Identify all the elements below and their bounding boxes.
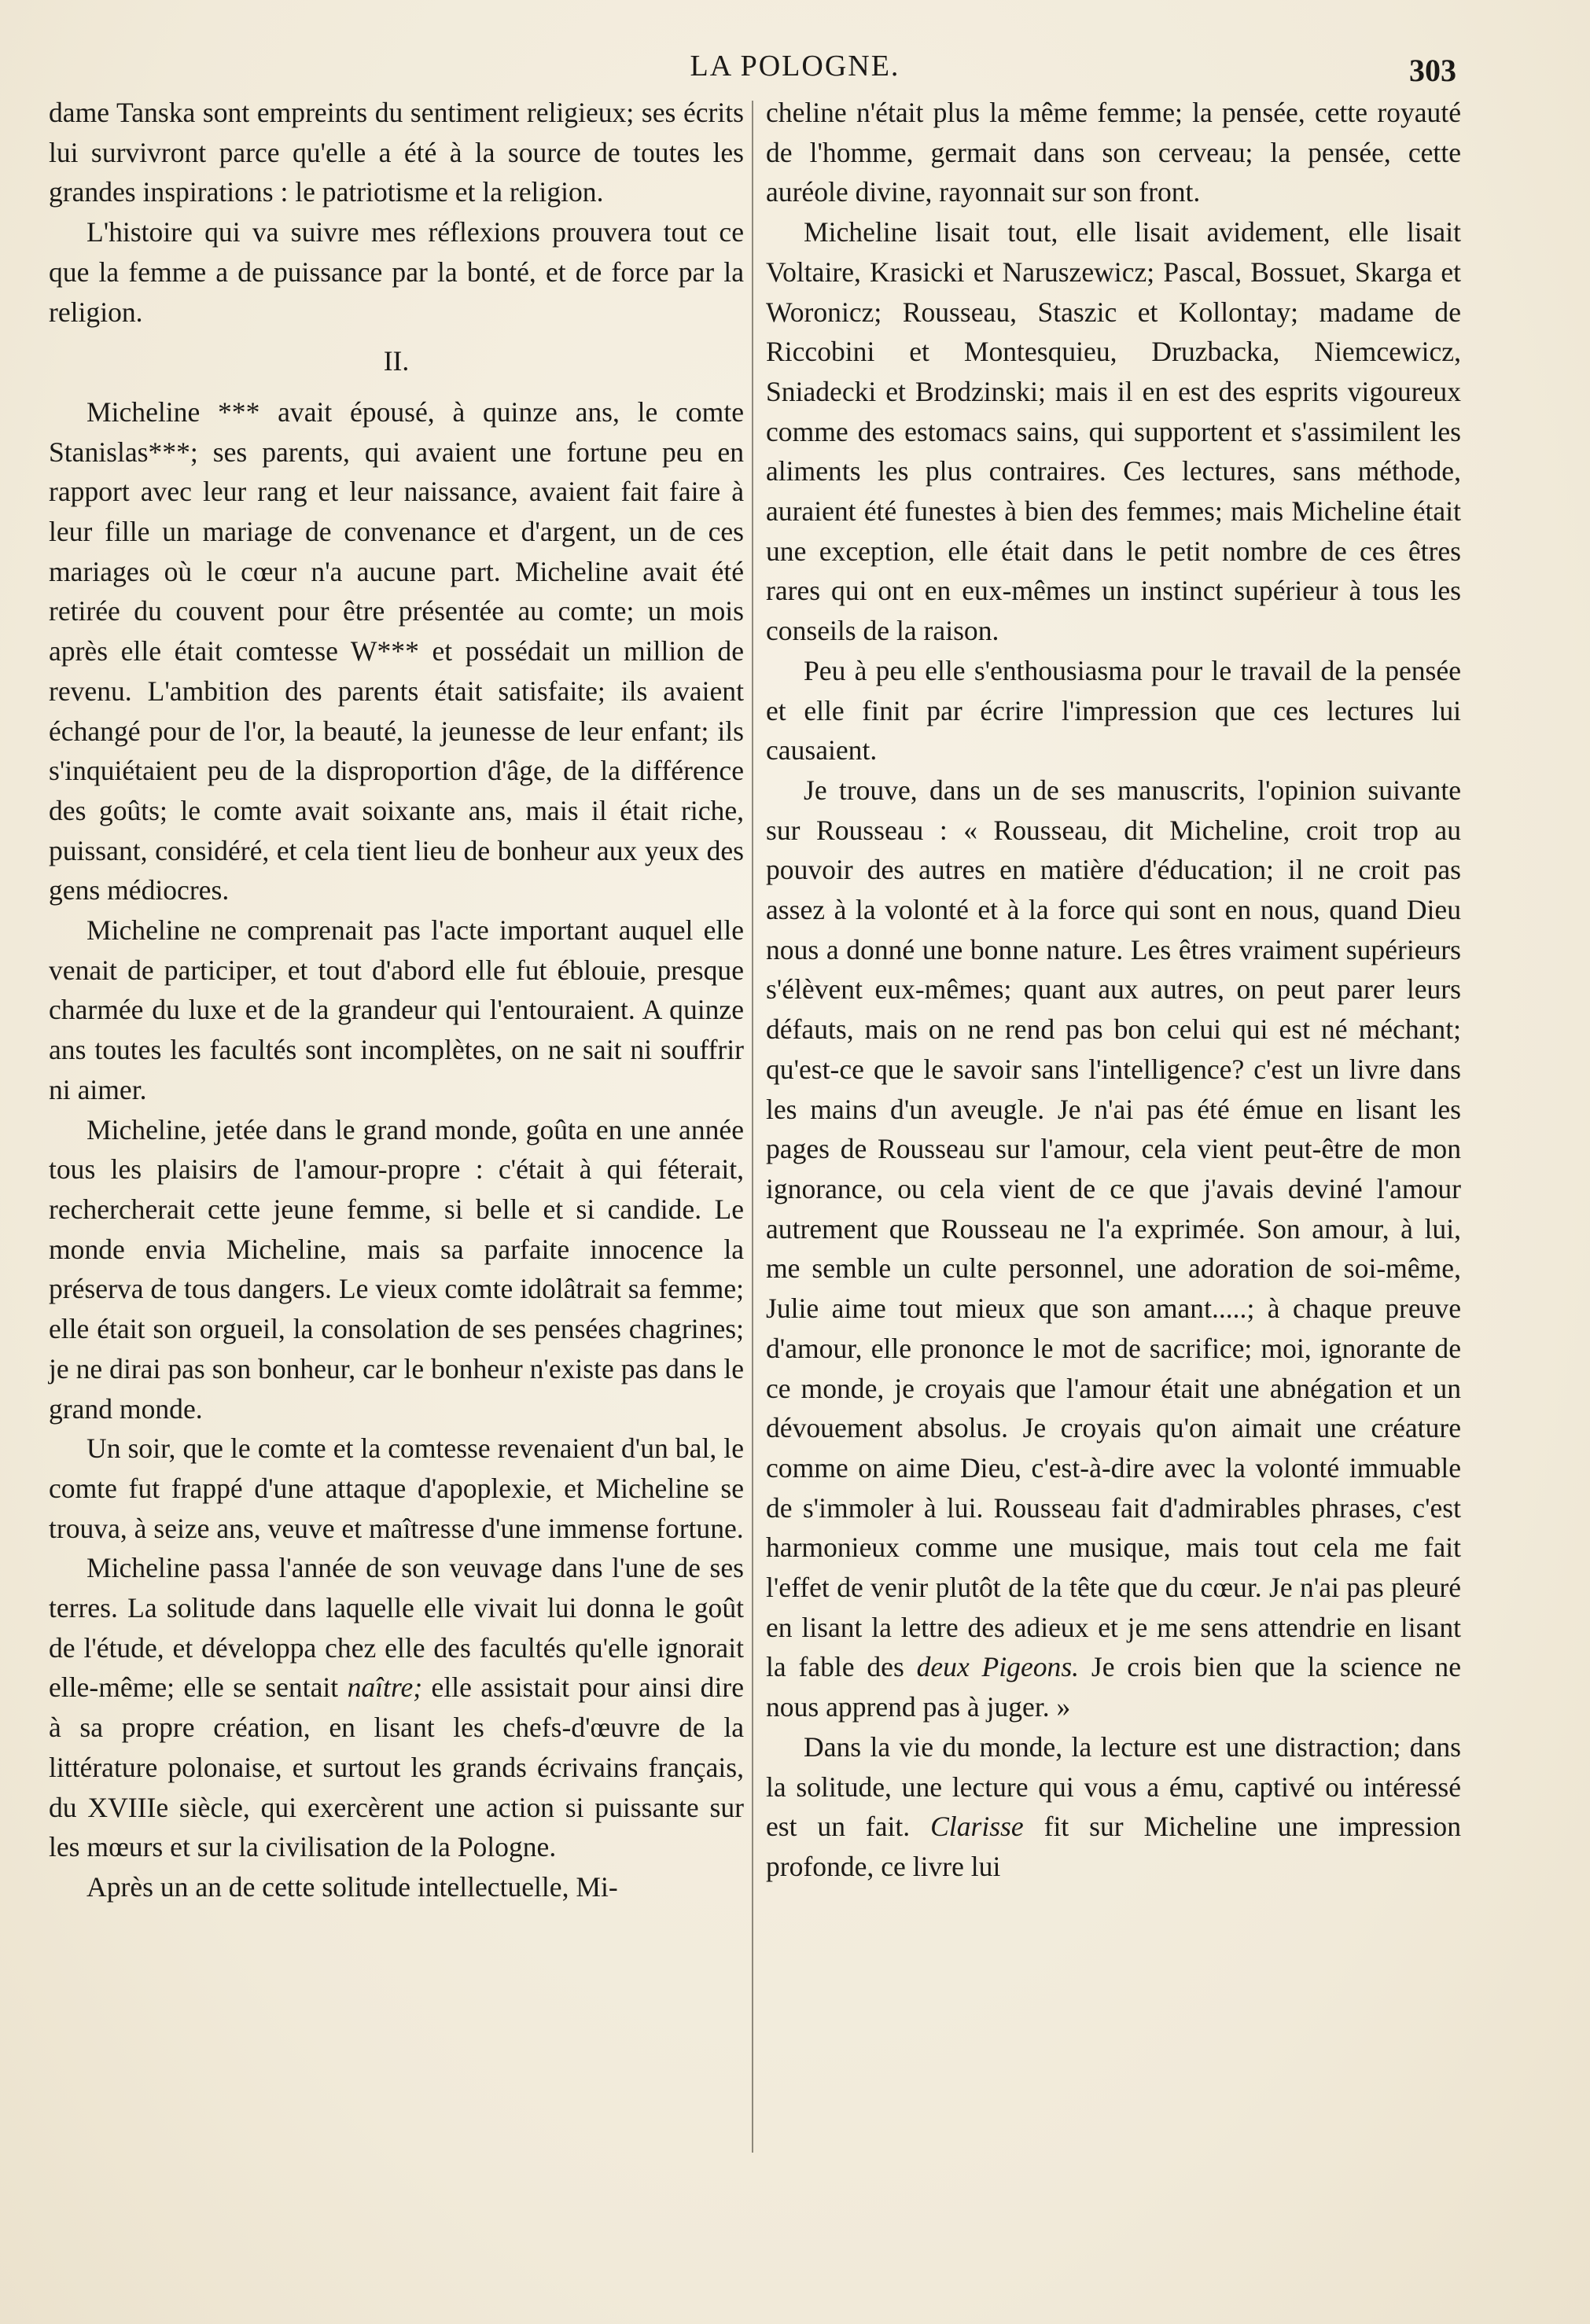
paragraph (766, 770, 1461, 1727)
paragraph (766, 1727, 1461, 1887)
page-number: 303 (1409, 53, 1456, 88)
paragraph: dame Tanska sont empreints du sentiment religieux; ses écrits lui survivront parce qu'elle a été à la source de toutes les grandes inspirations : le patriotisme et la religion. (49, 97, 744, 208)
paragraph: Micheline *** avait épousé, à quinze ans, le comte Stanislas***; ses parents, qui avaient une fortune peu en rapport avec leur rang et leur naissance, avaient fait faire à leur fille un mariage de convenance et d'argent, un de ces mariages où le cœur n'a aucune part. Micheline avait été retirée du couvent pour être présentée au comte; un mois après elle était comtesse W*** et possédait un million de revenu. L'ambition des parents était satisfaite; ils avaient échangé pour de l'or, la beauté, la jeunesse de leur enfant; ils s'inquiétaient peu de la disproportion d'âge, de la différence des goûts; le comte avait soixante ans, mais il était riche, puissant, considéré, et cela tient lieu de bonheur aux yeux des gens médiocres. (49, 395, 744, 906)
text-run: elle assistait pour ainsi dire à sa propre création, en lisant les chefs-d'œuvre de la littérature polonaise, et surtout les grands écrivains français, du XVIIIe siècle, qui exercèrent une action si puissante sur les mœurs et sur la civilisation de la Pologne. (49, 1671, 744, 1863)
text-run: Je crois bien que la science ne nous apprend pas à juger. » (766, 1651, 1462, 1723)
text-run: fit sur Micheline une impression profonde, ce livre lui (766, 1811, 1461, 1882)
text-run: Je trouve, dans un de ses manuscrits, l'opinion suivante sur Rousseau : « Rousseau, dit Micheline, croit trop au pouvoir des autres en matière d'éducation; il ne croit pas assez à la volonté et à la force qui sont en nous, quand Dieu nous a donné une bonne nature. Les êtres vraiment supérieurs s'élèvent eux-mêmes; quant aux autres, on peut parer leurs défauts, mais on ne rend pas bon celui qui est né méchant; qu'est-ce que le savoir sans l'intelligence? c'est un livre dans les mains d'un aveugle. Je n'ai pas été émue en lisant les pages de Rousseau sur l'amour, cela vient peut-être de mon ignorance, ou cela vient de ce que j'avais deviné l'amour autrement que Rousseau ne l'a exprimée. Son amour, à lui, me semble un culte personnel, une adoration de soi-même, Julie aime tout mieux que son amant.....; à chaque preuve d'amour, elle prononce le mot de sacrifice; moi, ignorante de ce monde, je croyais que l'amour était une abnégation et un dévouement absolus. Je croyais qu'on aimait une créature comme on aime Dieu, c'est-à-dire avec la volonté immuable de s'immoler à lui. Rousseau fait d'admirables phrases, c'est harmonieux comme une musique, mais tout cela me fait l'effet de venir plutôt de la tête que du cœur. Je n'ai pas pleuré en lisant la lettre des adieux et je me sens attendrie en lisant la fable des (766, 774, 1461, 1683)
text-run: Micheline passa l'année de son veuvage dans l'une de ses terres. La solitude dans laquelle elle vivait lui donna le goût de l'étude, et développa chez elle des facultés qu'elle ignorait elle-même; elle se sentait (49, 1552, 744, 1704)
column-divider (752, 101, 753, 2153)
paragraph: Micheline lisait tout, elle lisait avidement, elle lisait Voltaire, Krasicki et Naruszewicz; Pascal, Bossuet, Skarga et Woronicz; Rousseau, Staszic et Kollontay; madame de Riccobini et Montesquieu, Druzbacka, Niemcewicz, Sniadecki et Brodzinski; mais il en est des esprits vigoureux comme des estomacs sains, qui supportent et s'assimilent les aliments les plus contraires. Ces lectures, sans méthode, auraient été funestes à bien des femmes; mais Micheline était une exception, elle était dans le petit nombre de ces êtres rares qui ont en eux-mêmes un instinct supérieur à tous les conseils de la raison. (766, 216, 1461, 647)
paragraph: Micheline, jetée dans le grand monde, goûta en une année tous les plaisirs de l'amour-propre : c'était à qui féterait, rechercherait cette jeune femme, si belle et si candide. Le monde envia Micheline, mais sa parfaite innocence la préserva de tous dangers. Le vieux comte idolâtrait sa femme; elle était son orgueil, la consolation de ses pensées chagrines; je ne dirai pas son bonheur, car le bonheur n'existe pas dans le grand monde. (49, 1113, 744, 1425)
running-head: LA POLOGNE. (690, 50, 900, 83)
right-column (766, 93, 1461, 1887)
section-heading: II. (383, 345, 410, 377)
italic-text: naître; (347, 1671, 423, 1704)
paragraph: Un soir, que le comte et la comtesse revenaient d'un bal, le comte fut frappé d'une attaque d'apoplexie, et Micheline se trouva, à seize ans, veuve et maîtresse d'une immense fortune. (49, 1432, 744, 1544)
paragraph: cheline n'était plus la même femme; la pensée, cette royauté de l'homme, germait dans son cerveau; la pensée, cette auréole divine, rayonnait sur son front. (766, 97, 1461, 208)
paragraph: Peu à peu elle s'enthousiasma pour le travail de la pensée et elle finit par écrire l'impression que ces lectures lui causaient. (766, 654, 1461, 767)
paragraph: Après un an de cette solitude intellectuelle, Mi- (86, 1870, 618, 1903)
italic-text: Clarisse (930, 1811, 1024, 1843)
italic-text: deux Pigeons. (916, 1651, 1080, 1683)
paragraph (49, 1548, 744, 1867)
paragraph: Micheline ne comprenait pas l'acte important auquel elle venait de participer, et tout d'abord elle fut éblouie, presque charmée du luxe et de la grandeur qui l'entouraient. A quinze ans toutes les facultés sont incomplètes, on ne sait ni souffrir ni aimer. (49, 914, 744, 1105)
left-column (49, 93, 744, 1907)
paragraph: L'histoire qui va suivre mes réflexions prouvera tout ce que la femme a de puissance par la bonté, et de force par la religion. (49, 216, 744, 328)
text-run: Dans la vie du monde, la lecture est une distraction; dans la solitude, une lecture qui vous a ému, captivé ou intéressé est un fait. (766, 1730, 1461, 1843)
